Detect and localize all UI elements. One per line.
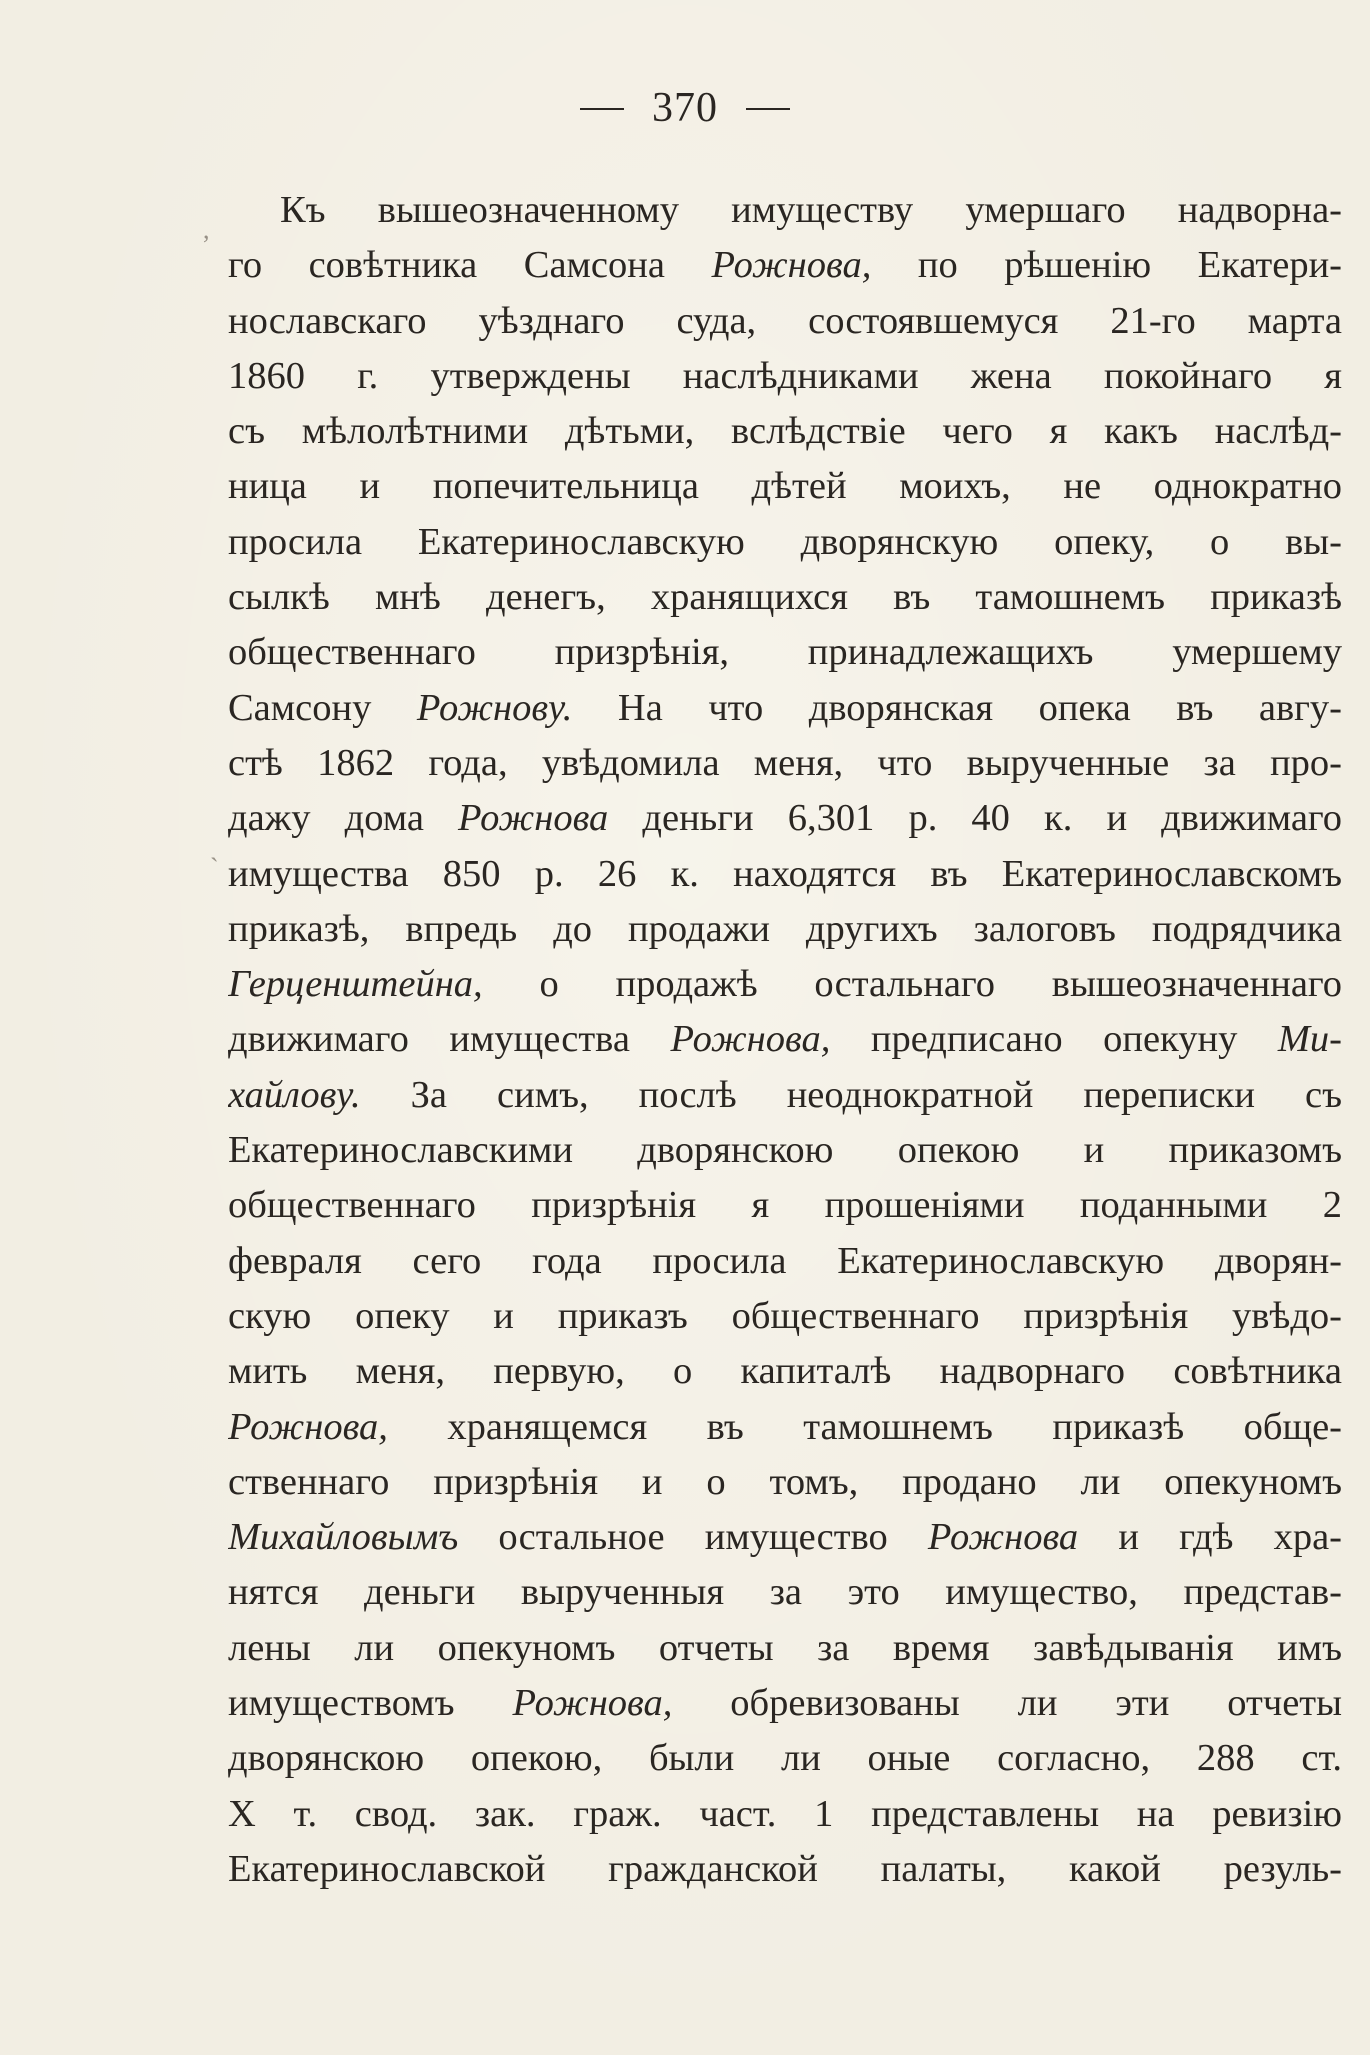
text-run: 1860 г. утверждены наслѣдниками жена покойнаго я xyxy=(228,354,1342,397)
text-line xyxy=(228,1455,1342,1510)
text-line xyxy=(228,957,1342,1012)
text-line xyxy=(228,1621,1342,1676)
text-line xyxy=(228,1289,1342,1344)
text-run: ница и попечительница дѣтей моихъ, не однократно xyxy=(228,465,1342,508)
text-run: дажу дома xyxy=(228,797,459,840)
text-run: обревизованы ли эти отчеты xyxy=(672,1682,1342,1725)
italic-name: Герценштейна, xyxy=(228,963,483,1006)
italic-name: Рожнова, xyxy=(711,244,872,287)
text-run: февраля сего года просила Екатеринославскую дворян- xyxy=(228,1239,1342,1282)
text-run: X т. свод. зак. граж. част. 1 представлены на ревизію xyxy=(228,1792,1342,1835)
text-line xyxy=(228,1234,1342,1289)
text-run: нятся деньги вырученныя за это имущество, представ- xyxy=(228,1571,1342,1614)
text-line xyxy=(228,1400,1342,1455)
text-line xyxy=(228,1787,1342,1842)
text-line xyxy=(228,459,1342,514)
italic-name: Рожнова, xyxy=(228,1405,388,1448)
text-line xyxy=(228,1676,1342,1731)
text-line xyxy=(228,349,1342,404)
italic-name: Ми- xyxy=(1277,1018,1342,1061)
italic-name: хайлову. xyxy=(228,1073,361,1116)
text-run: го совѣтника Самсона xyxy=(228,244,712,287)
text-run: Екатеринославскими дворянскою опекою и приказомъ xyxy=(228,1129,1342,1172)
text-line xyxy=(228,902,1342,957)
italic-name: Рожнова xyxy=(458,797,609,840)
text-run: скую опеку и приказъ общественнаго призрѣнія увѣдо- xyxy=(228,1294,1342,1337)
text-run: движимаго имущества xyxy=(228,1018,671,1061)
text-run: по рѣшенію Екатери- xyxy=(871,244,1342,287)
text-run: лены ли опекуномъ отчеты за время завѣдыванія имъ xyxy=(228,1626,1342,1669)
text-run: хранящемся въ тамошнемъ приказѣ обще- xyxy=(387,1405,1342,1448)
text-run: Екатеринославской гражданской палаты, какой резуль- xyxy=(228,1847,1342,1890)
text-line xyxy=(228,681,1342,736)
text-run: остальное имущество xyxy=(458,1516,928,1559)
italic-name: Рожнову. xyxy=(416,686,573,729)
text-line xyxy=(228,791,1342,846)
text-line xyxy=(228,1842,1342,1897)
italic-name: Рожнова xyxy=(927,1516,1079,1559)
text-line xyxy=(228,1012,1342,1067)
text-line xyxy=(228,847,1342,902)
text-line xyxy=(228,570,1342,625)
text-run: Къ вышеозначенному имуществу умершаго надворна- xyxy=(280,189,1342,231)
text-line xyxy=(228,1178,1342,1233)
text-line xyxy=(228,404,1342,459)
text-run: предписано опекуну xyxy=(830,1018,1278,1061)
text-line xyxy=(228,1123,1342,1178)
text-line xyxy=(228,294,1342,349)
text-line xyxy=(228,1068,1342,1123)
text-line xyxy=(228,1344,1342,1399)
text-run: съ мѣлолѣтними дѣтьми, вслѣдствіе чего я какъ наслѣд- xyxy=(228,410,1342,453)
text-run: просила Екатеринославскую дворянскую опеку, о вы- xyxy=(228,520,1342,563)
text-run: деньги 6,301 р. 40 к. и движимаго xyxy=(608,797,1342,840)
text-line xyxy=(228,515,1342,570)
italic-name: Михайловымъ xyxy=(228,1516,459,1559)
text-line xyxy=(228,625,1342,680)
page-number-dash-left xyxy=(580,108,624,110)
page-number xyxy=(0,78,1370,138)
text-run: На что дворянская опека въ авгу- xyxy=(572,686,1342,729)
margin-speck: , xyxy=(203,215,210,244)
text-run: За симъ, послѣ неоднократной переписки съ xyxy=(360,1073,1342,1116)
text-run: имущества 850 р. 26 к. находятся въ Екатеринославскомъ xyxy=(228,852,1342,895)
text-run: о продажѣ остальнаго вышеозначеннаго xyxy=(482,963,1342,1006)
text-run: ственнаго призрѣнія и о томъ, продано ли опекуномъ xyxy=(228,1460,1342,1503)
text-line xyxy=(228,1731,1342,1786)
italic-name: Рожнова, xyxy=(670,1018,831,1061)
text-line xyxy=(228,736,1342,791)
italic-name: Рожнова, xyxy=(512,1682,673,1725)
text-line xyxy=(228,238,1342,293)
text-run: мить меня, первую, о капиталѣ надворнаго совѣтника xyxy=(228,1350,1342,1393)
text-run: общественнаго призрѣнія я прошеніями поданными 2 xyxy=(228,1184,1342,1227)
page-number-value: 370 xyxy=(652,85,718,131)
page-number-dash-right xyxy=(746,108,790,110)
text-run: имуществомъ xyxy=(228,1682,513,1725)
text-run: сылкѣ мнѣ денегъ, хранящихся въ тамошнемъ приказѣ xyxy=(228,576,1342,619)
text-line xyxy=(228,1565,1342,1620)
text-run: дворянскою опекою, были ли оные согласно, 288 ст. xyxy=(228,1737,1342,1780)
text-run: приказѣ, впредь до продажи другихъ залоговъ подрядчика xyxy=(228,907,1342,950)
margin-speck: ˋ xyxy=(210,853,219,882)
text-run: стѣ 1862 года, увѣдомила меня, что вырученные за про- xyxy=(228,741,1342,784)
body-text xyxy=(228,183,1342,1897)
text-run: Самсону xyxy=(228,686,417,729)
text-line xyxy=(228,183,1342,238)
text-line xyxy=(228,1510,1342,1565)
text-run: и гдѣ хра- xyxy=(1078,1516,1342,1559)
text-run: нославскаго уѣзднаго суда, состоявшемуся 21-го марта xyxy=(228,299,1342,342)
text-run: общественнаго призрѣнія, принадлежащихъ умершему xyxy=(228,631,1342,674)
